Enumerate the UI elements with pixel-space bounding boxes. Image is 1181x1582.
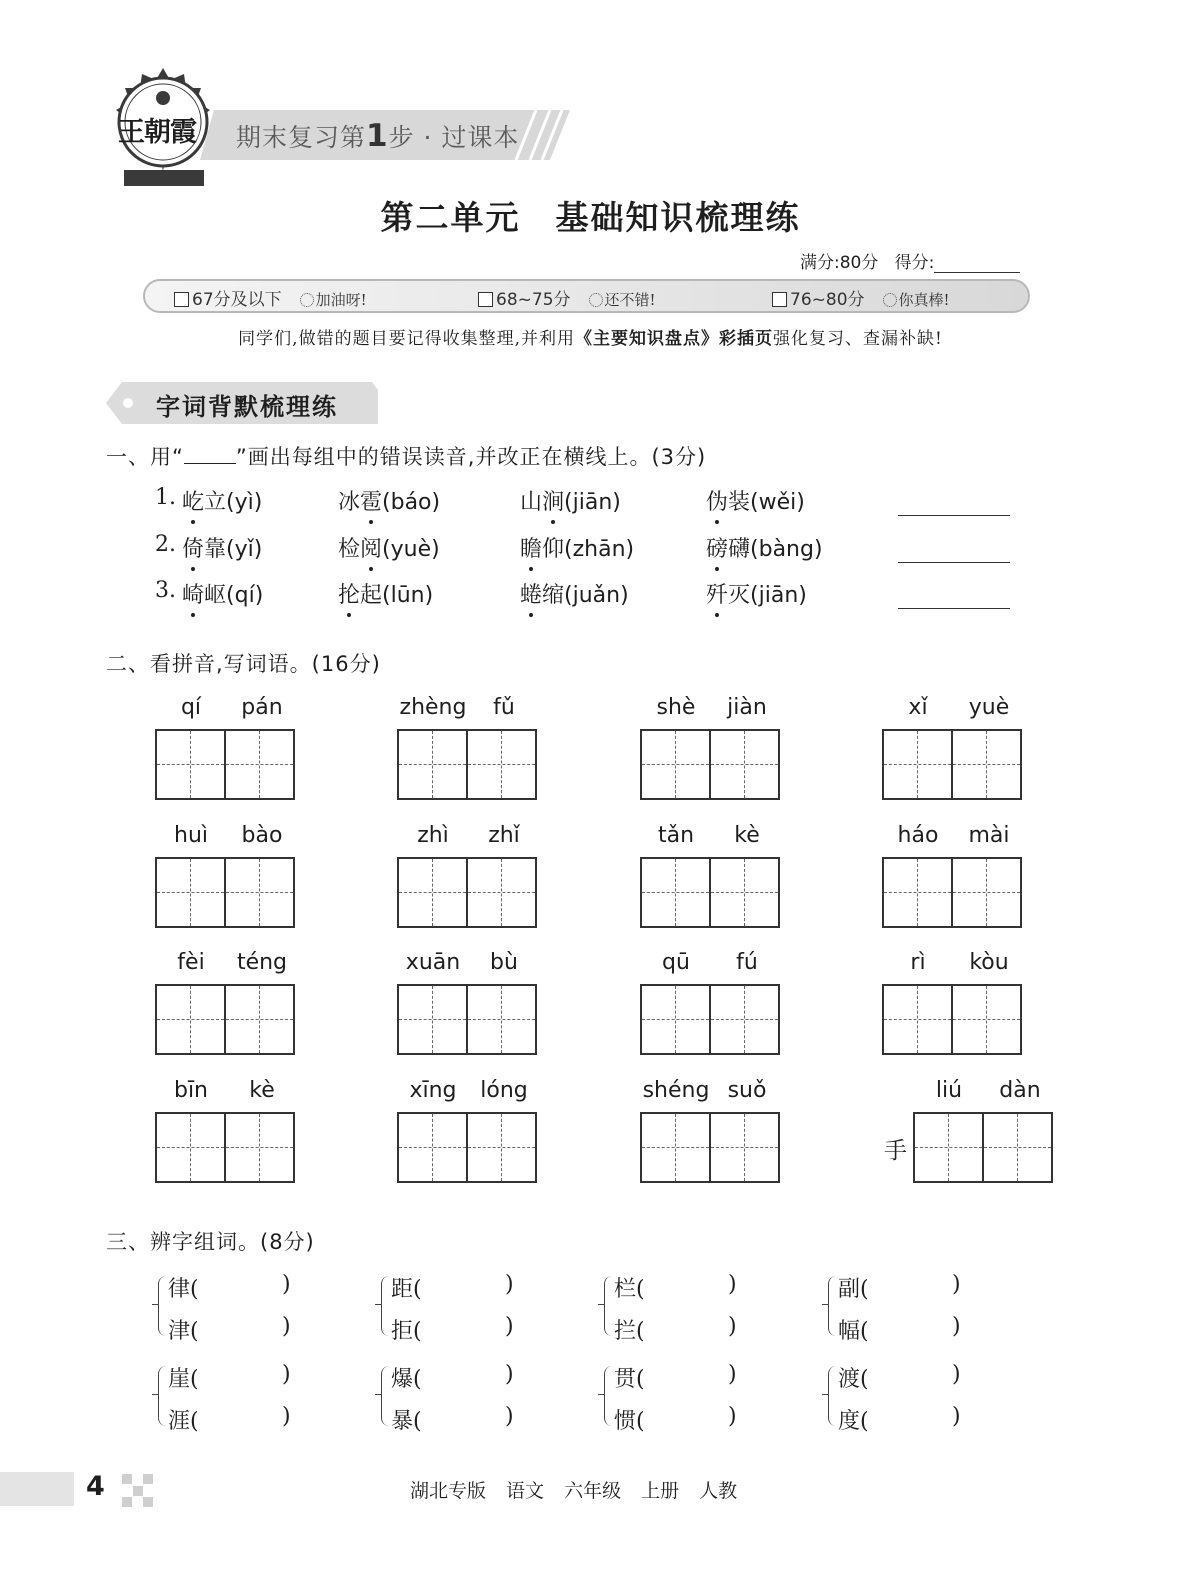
- q1-char: 检: [338, 537, 361, 562]
- grid-guide: [501, 1114, 502, 1181]
- writing-grid-cell[interactable]: [709, 857, 780, 928]
- q3-answer-blank[interactable]: [649, 1272, 729, 1300]
- page-title: 第二单元 基础知识梳理练: [380, 198, 801, 237]
- writing-grid-cell[interactable]: [913, 1112, 984, 1183]
- q3-close-paren: ): [282, 1404, 291, 1429]
- brace: [158, 1366, 168, 1426]
- q1-char: 瞻: [520, 532, 542, 563]
- q3-close-paren: ): [952, 1272, 961, 1297]
- q1-word: [706, 485, 805, 516]
- footer-square: [122, 1474, 132, 1484]
- grid-guide: [190, 859, 191, 926]
- writing-grid-cell[interactable]: [397, 857, 468, 928]
- q3-answer-blank[interactable]: [203, 1362, 283, 1390]
- grid-guide: [744, 859, 745, 926]
- brace: [381, 1366, 391, 1426]
- q1-char: 山: [520, 490, 543, 515]
- q1-pinyin: (zhān): [564, 537, 635, 562]
- writing-grid-cell[interactable]: [224, 857, 295, 928]
- writing-grid-cell[interactable]: [640, 984, 711, 1055]
- q1-pinyin: (báo): [382, 490, 441, 515]
- pinyin-label: téng: [236, 950, 288, 975]
- q1-char: 灭: [728, 583, 751, 608]
- pinyin-label: huì: [174, 823, 208, 848]
- q1-word: [706, 532, 823, 563]
- footer-square: [143, 1497, 153, 1507]
- grid-guide: [259, 986, 260, 1053]
- q1-char: 涧: [542, 485, 564, 516]
- score-line: 满分:80分 得分:: [800, 248, 1020, 273]
- pinyin-label: bù: [490, 950, 518, 975]
- grid-guide: [986, 986, 987, 1053]
- checkbox[interactable]: [772, 292, 787, 307]
- q2-title: 二、看拼音,写词语。(16分): [106, 652, 381, 676]
- q3-char: 爆(: [391, 1367, 422, 1392]
- writing-grid-cell[interactable]: [951, 857, 1022, 928]
- answer-line[interactable]: [898, 515, 1010, 516]
- q3-char: 暴(: [391, 1409, 422, 1434]
- checkbox[interactable]: [174, 292, 189, 307]
- writing-grid-cell[interactable]: [155, 984, 226, 1055]
- pinyin-label: xuān: [405, 950, 461, 975]
- writing-grid-cell[interactable]: [982, 1112, 1053, 1183]
- q1-char: 仰: [542, 537, 565, 562]
- writing-grid-cell[interactable]: [224, 984, 295, 1055]
- prefix-char: 手: [884, 1138, 907, 1164]
- q3-char: 幅(: [838, 1319, 869, 1344]
- pinyin-label: fú: [736, 950, 758, 975]
- writing-grid-cell[interactable]: [155, 857, 226, 928]
- q3-title: 三、辨字组词。(8分): [106, 1230, 315, 1254]
- q1-pinyin: (jiān): [750, 583, 807, 608]
- page-number: 4: [86, 1471, 105, 1502]
- q3-close-paren: ): [282, 1314, 291, 1339]
- grid-guide: [501, 986, 502, 1053]
- q3-answer-blank[interactable]: [426, 1404, 506, 1432]
- q3-char: 度(: [838, 1409, 869, 1434]
- writing-grid-cell[interactable]: [466, 1112, 537, 1183]
- q1-char: 冰: [338, 490, 361, 515]
- pinyin-label: mài: [968, 823, 1010, 848]
- q3-answer-blank[interactable]: [426, 1362, 506, 1390]
- writing-grid-cell[interactable]: [709, 984, 780, 1055]
- q1-char: 磅: [706, 532, 728, 563]
- pinyin-label: zhèng: [399, 695, 467, 720]
- q1-word: [520, 532, 634, 563]
- writing-grid-cell[interactable]: [397, 984, 468, 1055]
- grid-guide: [1017, 1114, 1018, 1181]
- underline-sample: [184, 446, 236, 464]
- pinyin-label: lóng: [480, 1078, 528, 1103]
- q1-title: 一、用“ ”画出每组中的错误读音,并改正在横线上。(3分): [106, 445, 707, 469]
- grid-guide: [432, 986, 433, 1053]
- pinyin-label: fèi: [177, 950, 205, 975]
- grid-guide: [432, 1114, 433, 1181]
- pinyin-label: qū: [662, 950, 690, 975]
- q3-char: 惯(: [614, 1409, 645, 1434]
- q1-char: 阅: [360, 532, 382, 563]
- brace: [828, 1276, 838, 1336]
- q3-answer-blank[interactable]: [649, 1314, 729, 1342]
- pinyin-label: shè: [656, 695, 696, 720]
- grid-guide: [986, 859, 987, 926]
- q3-char: 副(: [838, 1277, 869, 1302]
- pinyin-label: bào: [241, 823, 283, 848]
- q3-answer-blank[interactable]: [203, 1314, 283, 1342]
- q3-char: 涯(: [168, 1409, 199, 1434]
- q3-answer-blank[interactable]: [873, 1272, 953, 1300]
- q1-char: 倚: [182, 532, 204, 563]
- q3-close-paren: ): [728, 1362, 737, 1387]
- q3-char: 渡(: [838, 1367, 869, 1392]
- footer-square: [133, 1486, 143, 1496]
- writing-grid-cell[interactable]: [640, 729, 711, 800]
- q1-char: 礴: [728, 537, 751, 562]
- answer-line[interactable]: [898, 608, 1010, 609]
- notice-text: 同学们,做错的题目要记得收集整理,并利用《主要知识盘点》彩插页强化复习、查漏补缺!: [238, 329, 943, 349]
- pinyin-label: jiàn: [727, 695, 767, 720]
- q1-char: 装: [728, 490, 751, 515]
- q1-row-number: 3.: [155, 578, 176, 603]
- q3-char: 拒(: [391, 1319, 422, 1344]
- q3-answer-blank[interactable]: [873, 1404, 953, 1432]
- pinyin-label: tǎn: [657, 823, 695, 848]
- brace: [604, 1276, 614, 1336]
- footer-square: [143, 1474, 153, 1484]
- score-band-mid: 68~75分 还不错!: [478, 285, 656, 310]
- writing-grid-cell[interactable]: [466, 984, 537, 1055]
- q1-word: [520, 485, 621, 516]
- writing-grid-cell[interactable]: [640, 1112, 711, 1183]
- q1-word: [520, 578, 629, 609]
- writing-grid-cell[interactable]: [951, 729, 1022, 800]
- q3-answer-blank[interactable]: [873, 1362, 953, 1390]
- q1-row-number: 2.: [155, 532, 176, 557]
- q3-answer-blank[interactable]: [873, 1314, 953, 1342]
- score-band-high: 76~80分 你真棒!: [772, 285, 950, 310]
- q1-char: 雹: [360, 485, 382, 516]
- writing-grid-cell[interactable]: [709, 1112, 780, 1183]
- q1-pinyin: (jiān): [564, 490, 621, 515]
- pinyin-label: liú: [935, 1078, 963, 1103]
- q1-word: [182, 485, 262, 516]
- grid-guide: [501, 859, 502, 926]
- grid-guide: [259, 859, 260, 926]
- pinyin-label: fǔ: [493, 695, 515, 720]
- q3-close-paren: ): [952, 1362, 961, 1387]
- smile-icon: [883, 293, 897, 307]
- grid-guide: [917, 986, 918, 1053]
- grid-guide: [744, 731, 745, 798]
- pinyin-label: kè: [734, 823, 760, 848]
- q1-pinyin: (yuè): [382, 537, 440, 562]
- pinyin-label: suǒ: [727, 1078, 767, 1103]
- smile-icon: [589, 293, 603, 307]
- pinyin-label: zhì: [417, 823, 449, 848]
- pinyin-label: xīng: [409, 1078, 457, 1103]
- brace: [604, 1366, 614, 1426]
- q1-word: [338, 485, 440, 516]
- q3-char: 津(: [168, 1319, 199, 1344]
- pinyin-label: yuè: [968, 695, 1010, 720]
- q1-char: 靠: [204, 537, 227, 562]
- q1-pinyin: (qí): [226, 583, 264, 608]
- checkbox[interactable]: [478, 292, 493, 307]
- q3-char: 拦(: [614, 1319, 645, 1344]
- q1-char: 岖: [204, 583, 227, 608]
- pinyin-label: qí: [180, 695, 202, 720]
- writing-grid-cell[interactable]: [397, 1112, 468, 1183]
- q3-char: 律(: [168, 1277, 199, 1302]
- q3-close-paren: ): [952, 1404, 961, 1429]
- q1-pinyin: (yǐ): [226, 537, 263, 562]
- banner-title: 期末复习第1步 · 过课本: [236, 118, 520, 154]
- q3-char: 距(: [391, 1277, 422, 1302]
- q3-close-paren: ): [282, 1272, 291, 1297]
- score-band-low: 67分及以下 加油呀!: [174, 285, 367, 310]
- q1-char: 抡: [338, 578, 360, 609]
- grid-guide: [501, 731, 502, 798]
- grid-guide: [259, 1114, 260, 1181]
- writing-grid-cell[interactable]: [951, 984, 1022, 1055]
- grid-guide: [675, 731, 676, 798]
- grid-guide: [190, 986, 191, 1053]
- footer-info: 湖北专版 语文 六年级 上册 人教: [410, 1480, 738, 1502]
- grid-guide: [917, 859, 918, 926]
- pinyin-label: bīn: [173, 1078, 209, 1103]
- score-blank[interactable]: [934, 257, 1020, 273]
- q3-close-paren: ): [505, 1404, 514, 1429]
- writing-grid-cell[interactable]: [397, 729, 468, 800]
- q1-char: 起: [360, 583, 383, 608]
- brace: [158, 1276, 168, 1336]
- section-tag: 字词背默梳理练: [156, 393, 338, 421]
- pinyin-label: rì: [910, 950, 926, 975]
- grid-guide: [744, 986, 745, 1053]
- q1-row-number: 1.: [155, 485, 176, 510]
- q1-word: [182, 578, 263, 609]
- pinyin-label: shéng: [642, 1078, 710, 1103]
- q1-pinyin: (wěi): [750, 490, 805, 515]
- grid-guide: [675, 859, 676, 926]
- writing-grid-cell[interactable]: [709, 729, 780, 800]
- pinyin-label: kè: [249, 1078, 275, 1103]
- writing-grid-cell[interactable]: [466, 729, 537, 800]
- footer-bar: [0, 1472, 74, 1506]
- q3-close-paren: ): [282, 1362, 291, 1387]
- writing-grid-cell[interactable]: [224, 729, 295, 800]
- q3-close-paren: ): [952, 1314, 961, 1339]
- q3-close-paren: ): [505, 1314, 514, 1339]
- q1-char: 缩: [542, 583, 565, 608]
- pinyin-label: kòu: [969, 950, 1009, 975]
- writing-grid-cell[interactable]: [882, 857, 953, 928]
- writing-grid-cell[interactable]: [224, 1112, 295, 1183]
- pinyin-label: zhǐ: [488, 823, 520, 848]
- brace: [828, 1366, 838, 1426]
- grid-guide: [917, 731, 918, 798]
- pinyin-label: dàn: [999, 1078, 1041, 1103]
- q1-word: [338, 578, 433, 609]
- writing-grid-cell[interactable]: [155, 1112, 226, 1183]
- q1-pinyin: (bàng): [750, 537, 823, 562]
- q3-answer-blank[interactable]: [649, 1362, 729, 1390]
- q1-pinyin: (yì): [226, 490, 263, 515]
- q3-answer-blank[interactable]: [426, 1272, 506, 1300]
- grid-guide: [432, 859, 433, 926]
- footer-square: [122, 1497, 132, 1507]
- q1-char: 屹: [182, 485, 204, 516]
- writing-grid-cell[interactable]: [882, 984, 953, 1055]
- writing-grid-cell[interactable]: [882, 729, 953, 800]
- q3-char: 栏(: [614, 1277, 645, 1302]
- q1-char: 歼: [706, 578, 728, 609]
- q3-close-paren: ): [505, 1272, 514, 1297]
- q3-char: 崖(: [168, 1367, 199, 1392]
- grid-guide: [675, 986, 676, 1053]
- q1-pinyin: (juǎn): [564, 583, 629, 608]
- q3-answer-blank[interactable]: [649, 1404, 729, 1432]
- grid-guide: [190, 1114, 191, 1181]
- answer-line[interactable]: [898, 562, 1010, 563]
- q1-word: [706, 578, 807, 609]
- q3-char: 贯(: [614, 1367, 645, 1392]
- writing-grid-cell[interactable]: [466, 857, 537, 928]
- q3-close-paren: ): [728, 1314, 737, 1339]
- logo-text: 王朝霞: [118, 117, 196, 148]
- q3-answer-blank[interactable]: [426, 1314, 506, 1342]
- smile-icon: [300, 293, 314, 307]
- q1-char: 崎: [182, 578, 204, 609]
- brace: [381, 1276, 391, 1336]
- q1-char: 立: [204, 490, 227, 515]
- grid-guide: [432, 731, 433, 798]
- q1-char: 伪: [706, 485, 728, 516]
- q1-word: [182, 532, 262, 563]
- q3-close-paren: ): [505, 1362, 514, 1387]
- q1-word: [338, 532, 440, 563]
- pinyin-label: háo: [897, 823, 939, 848]
- grid-guide: [986, 731, 987, 798]
- writing-grid-cell[interactable]: [155, 729, 226, 800]
- q3-close-paren: ): [728, 1272, 737, 1297]
- grid-guide: [259, 731, 260, 798]
- q1-pinyin: (lūn): [382, 583, 434, 608]
- grid-guide: [675, 1114, 676, 1181]
- grid-guide: [948, 1114, 949, 1181]
- grid-guide: [744, 1114, 745, 1181]
- pinyin-label: pán: [241, 695, 283, 720]
- q3-answer-blank[interactable]: [203, 1272, 283, 1300]
- writing-grid-cell[interactable]: [640, 857, 711, 928]
- q1-char: 蜷: [520, 578, 542, 609]
- pinyin-label: xǐ: [908, 695, 928, 720]
- grid-guide: [190, 731, 191, 798]
- q3-close-paren: ): [728, 1404, 737, 1429]
- q3-answer-blank[interactable]: [203, 1404, 283, 1432]
